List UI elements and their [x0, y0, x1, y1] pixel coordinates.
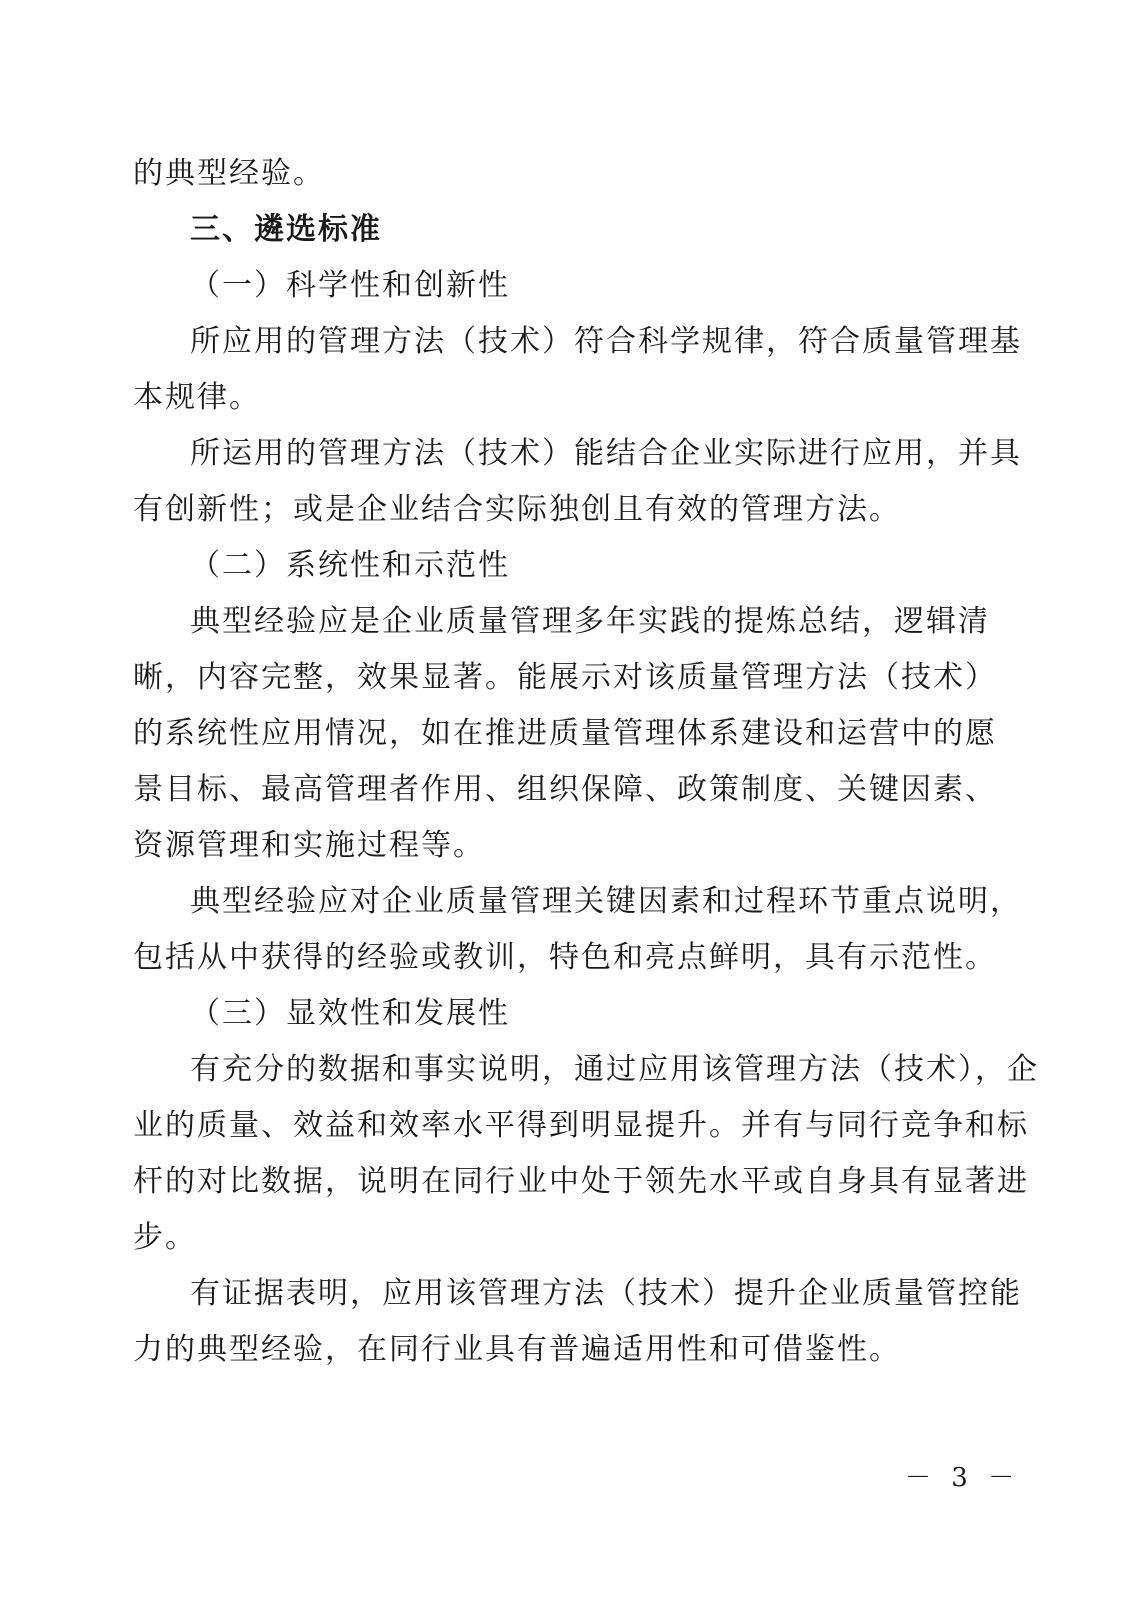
- paragraph-4-line-2: 包括从中获得的经验或教训，特色和亮点鲜明，具有示范性。: [133, 940, 997, 975]
- paragraph-1-line-1: 所应用的管理方法（技术）符合科学规律，符合质量管理基: [190, 324, 1022, 359]
- paragraph-3-line-2: 晰，内容完整，效果显著。能展示对该质量管理方法（技术）: [133, 660, 997, 695]
- paragraph-5-line-2: 业的质量、效益和效率水平得到明显提升。并有与同行竞争和标: [133, 1108, 1029, 1143]
- subsection-heading-1: （一）科学性和创新性: [190, 268, 510, 303]
- section-heading: 三、遴选标准: [190, 212, 382, 247]
- paragraph-2-line-1: 所运用的管理方法（技术）能结合企业实际进行应用，并具: [190, 436, 1022, 471]
- paragraph-2-line-2: 有创新性；或是企业结合实际独创且有效的管理方法。: [133, 492, 901, 527]
- paragraph-3-line-4: 景目标、最高管理者作用、组织保障、政策制度、关键因素、: [133, 772, 997, 807]
- paragraph-3-line-5: 资源管理和实施过程等。: [133, 828, 485, 863]
- page-number: － 3 －: [905, 1463, 1021, 1493]
- paragraph-5-line-4: 步。: [133, 1220, 197, 1255]
- subsection-heading-2: （二）系统性和示范性: [190, 548, 510, 583]
- paragraph-6-line-2: 力的典型经验，在同行业具有普遍适用性和可借鉴性。: [133, 1332, 901, 1367]
- paragraph-5-line-1: 有充分的数据和事实说明，通过应用该管理方法（技术），企: [190, 1052, 1039, 1087]
- paragraph-continuation: 的典型经验。: [133, 156, 325, 191]
- paragraph-1-line-2: 本规律。: [133, 380, 261, 415]
- paragraph-3-line-3: 的系统性应用情况，如在推进质量管理体系建设和运营中的愿: [133, 716, 997, 751]
- paragraph-3-line-1: 典型经验应是企业质量管理多年实践的提炼总结，逻辑清: [190, 604, 990, 639]
- subsection-heading-3: （三）显效性和发展性: [190, 996, 510, 1031]
- paragraph-5-line-3: 杆的对比数据，说明在同行业中处于领先水平或自身具有显著进: [133, 1164, 1029, 1199]
- paragraph-4-line-1: 典型经验应对企业质量管理关键因素和过程环节重点说明，: [190, 884, 1022, 919]
- paragraph-6-line-1: 有证据表明，应用该管理方法（技术）提升企业质量管控能: [190, 1276, 1022, 1311]
